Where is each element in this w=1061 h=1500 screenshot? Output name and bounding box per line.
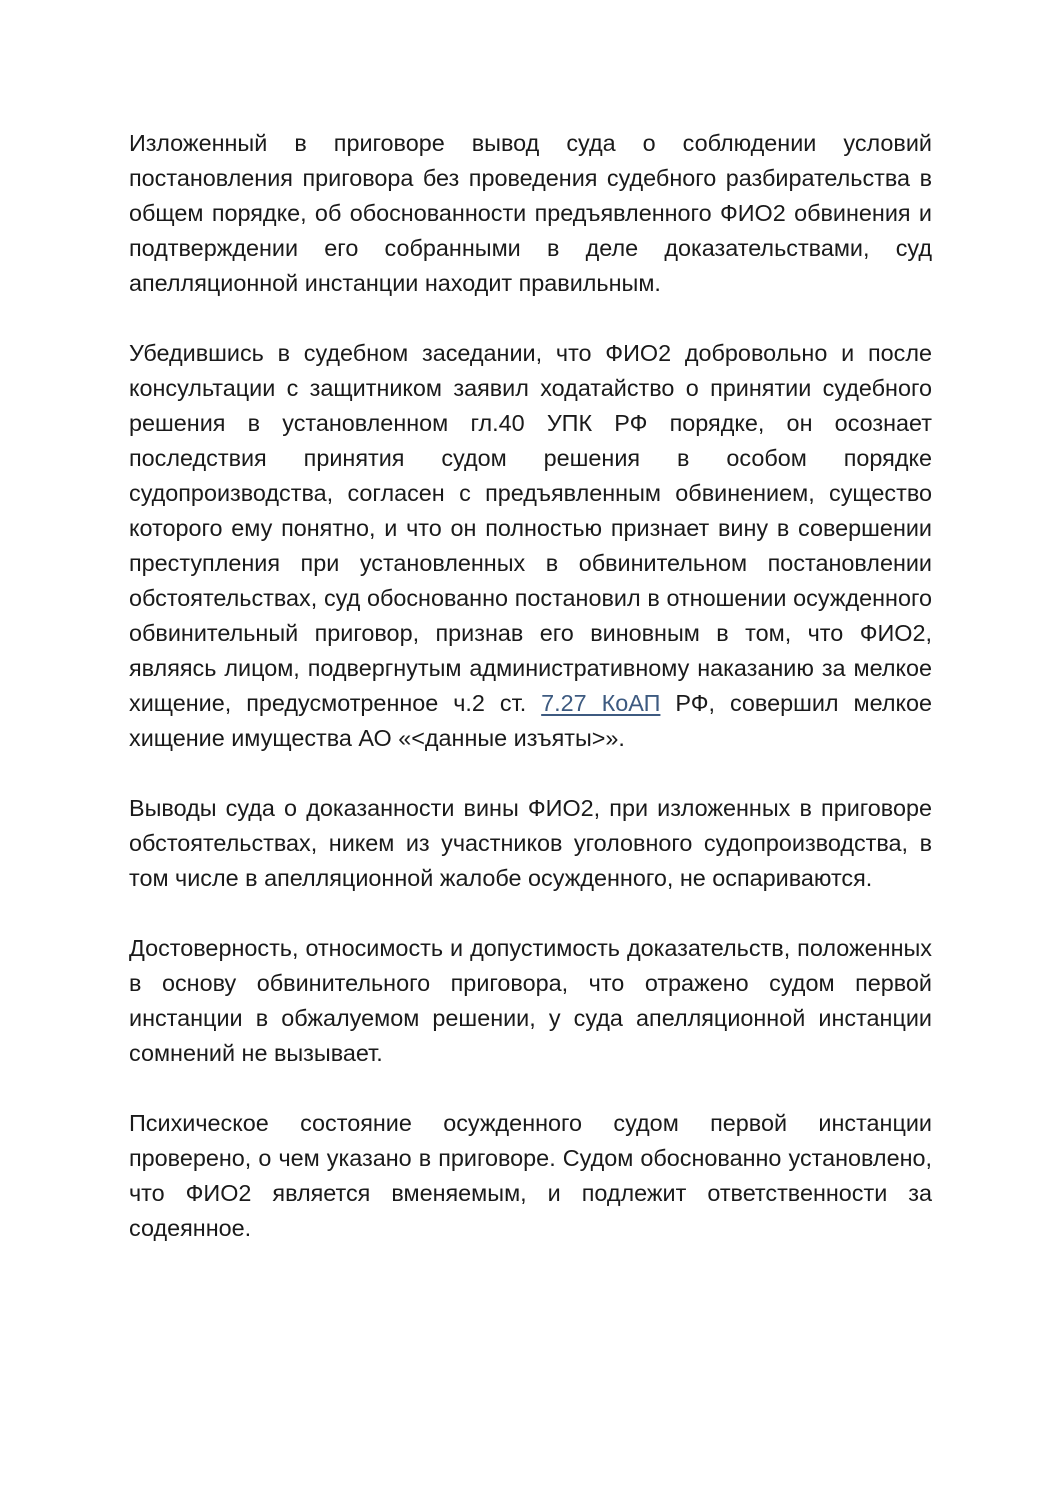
paragraph-guilt-not-disputed: Выводы суда о доказанности вины ФИО2, при изложенных в приговоре обстоятельствах, никем из участников уголовного судопроизводства, в том числе в апелляционной жалобе осужденного, не оспариваются. [129, 795, 932, 891]
paragraph-evidence-reliability: Достоверность, относимость и допустимость доказательств, положенных в основу обвинительного приговора, что отражено судом первой инстанции в обжалуемом решении, у суда апелляционной инстанции сомнений не вызывает. [129, 935, 932, 1066]
paragraph-conclusion-validity: Изложенный в приговоре вывод суда о соблюдении условий постановления приговора без проведения судебного разбирательства в общем порядке, об обоснованности предъявленного ФИО2 обвинения и подтверждении его собранными в деле доказательствами, суд апелляционной инстанции находит правильным. [129, 130, 932, 296]
paragraph-court-findings-text-end: РФ, совершил мелкое хищение имущества АО «<данные изъяты>». [129, 690, 932, 751]
paragraph-court-findings-text-start: Убедившись в судебном заседании, что ФИО2 добровольно и после консультации с защитником заявил ходатайство о принятии судебного решения в установленном гл.40 УПК РФ порядке, он осознает последствия принятия судом решения в особом порядке судопроизводства, согласен с предъявленным обвинением, существо которого ему понятно, и что он полностью признает вину в совершении преступления при установленных в обвинительном постановлении обстоятельствах, суд обоснованно постановил в отношении осужденного обвинительный приговор, признав его виновным в том, что ФИО2, являясь лицом, подвергнутым административному наказанию за мелкое хищение, предусмотренное ч.2 ст. [129, 340, 932, 716]
koap-article-link[interactable]: 7.27 КоАП [541, 690, 661, 716]
paragraph-court-findings [129, 336, 932, 756]
paragraph-mental-state: Психическое состояние осужденного судом первой инстанции проверено, о чем указано в приговоре. Судом обоснованно установлено, что ФИО2 является вменяемым, и подлежит ответственности за содеянное. [129, 1110, 932, 1241]
document-page [129, 126, 932, 1281]
